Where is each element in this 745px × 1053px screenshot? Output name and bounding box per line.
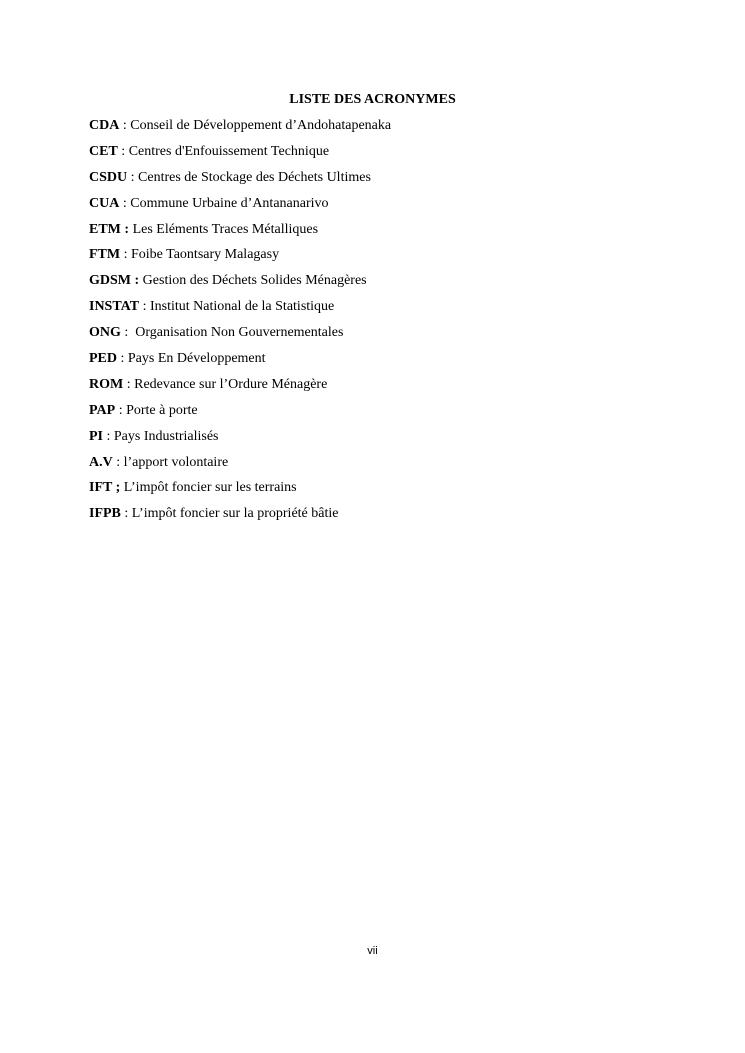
acronym-abbr: FTM (89, 247, 121, 263)
acronym-definition: Conseil de Développement d’Andohatapenaka (130, 118, 392, 133)
acronym-item-pap (89, 402, 391, 428)
acronym-definition: Organisation Non Gouvernementales (135, 325, 344, 341)
acronym-abbr: IFPB (89, 506, 121, 522)
acronym-separator: : (103, 428, 114, 444)
acronym-item-ong (89, 324, 391, 350)
acronym-abbr: CDA (89, 118, 120, 133)
acronym-separator: : (127, 169, 139, 185)
page-title-text: LISTE DES ACRONYMES (289, 92, 456, 107)
acronym-definition: Les Eléments Traces Métalliques (132, 221, 319, 237)
acronym-definition: Porte à porte (126, 402, 198, 418)
acronym-abbr: ONG (89, 325, 121, 341)
acronym-item-ftm (89, 246, 391, 272)
acronym-abbr: PED (89, 351, 117, 367)
acronym-definition: Centres de Stockage des Déchets Ultimes (138, 169, 371, 185)
acronym-separator: : (123, 376, 135, 392)
acronym-separator: : (120, 506, 132, 522)
acronym-separator: : (112, 454, 124, 470)
acronym-definition: Pays En Développement (127, 351, 266, 367)
acronym-item-av (89, 454, 391, 480)
page-title (0, 91, 745, 109)
acronym-abbr: CUA (89, 195, 120, 211)
acronym-item-cda (89, 117, 391, 143)
acronym-item-instat (89, 298, 391, 324)
acronym-list (89, 117, 391, 531)
acronym-separator: : (139, 299, 150, 315)
acronym-definition: Institut National de la Statistique (149, 299, 335, 315)
acronym-separator: : (119, 195, 131, 211)
acronym-definition: Commune Urbaine d’Antananarivo (130, 195, 329, 211)
acronym-item-rom (89, 376, 391, 402)
acronym-definition: L’impôt foncier sur la propriété bâtie (131, 506, 339, 522)
acronym-item-gdsm (89, 272, 391, 298)
acronym-definition: L’impôt foncier sur les terrains (123, 480, 297, 496)
page-number: vii (367, 945, 378, 957)
acronym-definition: Foibe Taontsary Malagasy (131, 247, 280, 263)
acronym-abbr: PAP (89, 402, 116, 418)
acronym-definition: Gestion des Déchets Solides Ménagères (142, 273, 367, 289)
acronym-abbr: ROM (89, 376, 124, 392)
acronym-abbr: ETM : (89, 221, 130, 237)
acronym-definition: Redevance sur l’Ordure Ménagère (134, 376, 328, 392)
acronym-item-cet (89, 143, 391, 169)
acronym-separator: : (120, 247, 131, 263)
acronym-separator: : (120, 325, 136, 341)
acronym-definition: Centres d'Enfouissement Technique (128, 143, 330, 159)
acronym-definition: Pays Industrialisés (113, 428, 219, 444)
acronym-abbr: INSTAT (89, 299, 140, 315)
acronym-abbr: IFT ; (89, 480, 121, 496)
acronym-item-etm (89, 221, 391, 247)
acronym-abbr: A.V (89, 454, 113, 470)
acronym-separator: : (117, 143, 129, 159)
acronym-item-ifpb (89, 505, 391, 531)
acronym-separator: : (119, 118, 131, 133)
acronym-separator: : (115, 402, 127, 418)
acronym-abbr: GDSM : (89, 273, 140, 289)
acronym-item-cua (89, 195, 391, 221)
acronym-item-ift (89, 479, 391, 505)
acronym-item-csdu (89, 169, 391, 195)
acronym-item-ped (89, 350, 391, 376)
acronym-abbr: CSDU (89, 169, 128, 185)
acronym-abbr: CET (89, 143, 118, 159)
acronym-abbr: PI (89, 428, 103, 444)
acronym-definition: l’apport volontaire (123, 454, 229, 470)
acronym-separator: : (117, 351, 128, 367)
acronym-item-pi (89, 428, 391, 454)
